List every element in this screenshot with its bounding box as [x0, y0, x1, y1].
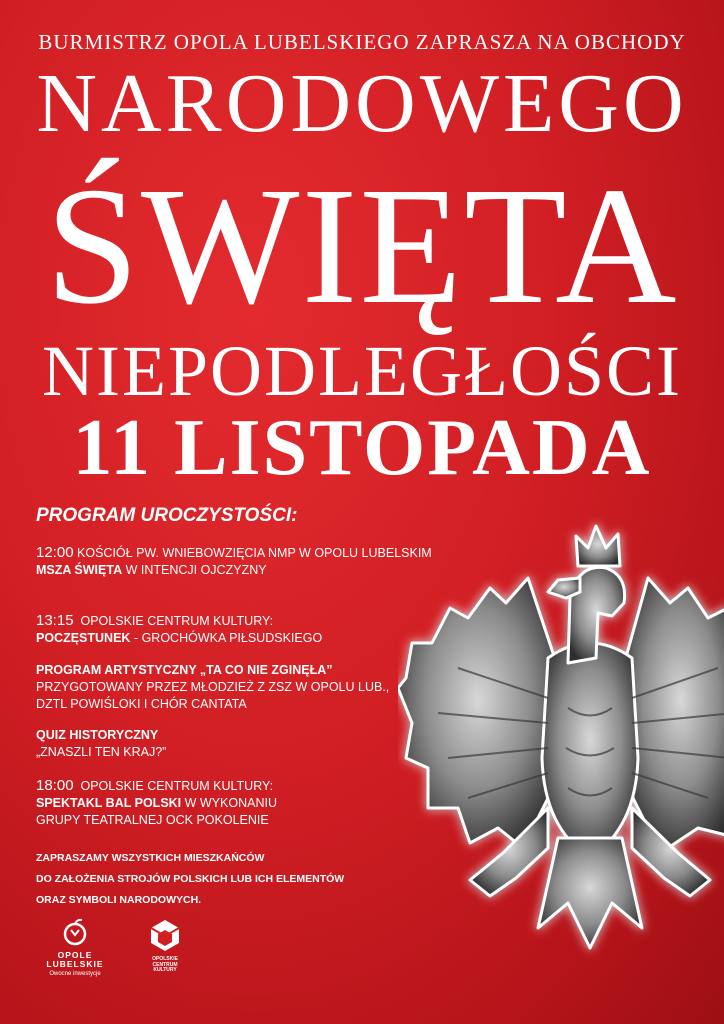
apple-logo-icon	[62, 918, 88, 946]
event-detail: DZTL POWIŚLOKI I CHÓR CANTATA	[36, 697, 247, 711]
opole-lubelskie-logo	[40, 918, 110, 977]
white-eagle-emblem-icon	[398, 508, 724, 978]
event-time: 12:00	[36, 544, 74, 561]
event-detail: PRZYGOTOWANY PRZEZ MŁODZIEŻ Z ZSZ W OPOLU LUB.,	[36, 680, 390, 694]
invitation-line: ORAZ SYMBOLI NARODOWYCH.	[36, 894, 202, 906]
logo-text: CENTRUM	[152, 961, 178, 968]
logo-text: KULTURY	[153, 967, 177, 973]
invite-text: BURMISTRZ OPOLA LUBELSKIEGO ZAPRASZA NA OBCHODY	[38, 30, 686, 54]
program-heading: PROGRAM UROCZYSTOŚCI:	[36, 505, 298, 526]
ock-logo	[138, 918, 192, 974]
event-place: OPOLSKIE CENTRUM KULTURY:	[80, 779, 274, 793]
event-place: OPOLSKIE CENTRUM KULTURY:	[80, 614, 274, 628]
event-title: PROGRAM ARTYSTYCZNY „TA CO NIE ZGINĘŁA”	[36, 663, 333, 677]
event-detail: GRUPY TEATRALNEJ OCK POKOLENIE	[36, 813, 269, 827]
title-line-swieta: ŚWIĘTA	[45, 153, 679, 339]
program-item-play	[36, 777, 277, 829]
program-item-meal	[36, 612, 322, 647]
invitation-text	[36, 848, 344, 911]
event-detail: „ZNASZLI TEN KRAJ?”	[36, 745, 167, 759]
event-title: MSZA ŚWIĘTA	[36, 563, 123, 577]
logo-text: OPOLE	[57, 950, 93, 960]
event-time: 13:15	[36, 612, 74, 629]
event-detail: - GROCHÓWKA PIŁSUDSKIEGO	[133, 631, 323, 645]
title-line-narodowego: NARODOWEGO	[36, 57, 688, 150]
event-title: POCZĘSTUNEK	[36, 631, 131, 645]
event-detail: W INTENCJI OJCZYZNY	[125, 563, 267, 577]
program-item-mass	[36, 544, 432, 579]
invitation-line: DO ZAŁOŻENIA STROJÓW POLSKICH LUB ICH ELEMENTÓW	[36, 873, 345, 885]
program-item-artistic	[36, 662, 389, 713]
title-line-niepodleglosci: NIEPODLEGŁOŚCI	[42, 331, 682, 411]
event-place: KOŚCIÓŁ PW. WNIEBOWZIĘCIA NMP W OPOLU LUBELSKIM	[77, 546, 432, 560]
logo-text: OPOLSKIE	[152, 956, 178, 962]
event-time: 18:00	[36, 777, 74, 794]
event-title: SPEKTAKL BAL POLSKI	[36, 796, 182, 810]
logo-text: LUBELSKIE	[46, 959, 104, 969]
event-title: QUIZ HISTORYCZNY	[36, 728, 159, 742]
title-line-date: 11 LISTOPADA	[72, 404, 652, 492]
program-item-quiz	[36, 727, 166, 761]
event-detail: W WYKONANIU	[184, 796, 277, 810]
invitation-line: ZAPRASZAMY WSZYSTKICH MIESZKAŃCÓW	[36, 852, 265, 864]
logo-tagline: Owocne inwestycje	[49, 971, 101, 977]
cube-logo-icon	[148, 918, 182, 952]
